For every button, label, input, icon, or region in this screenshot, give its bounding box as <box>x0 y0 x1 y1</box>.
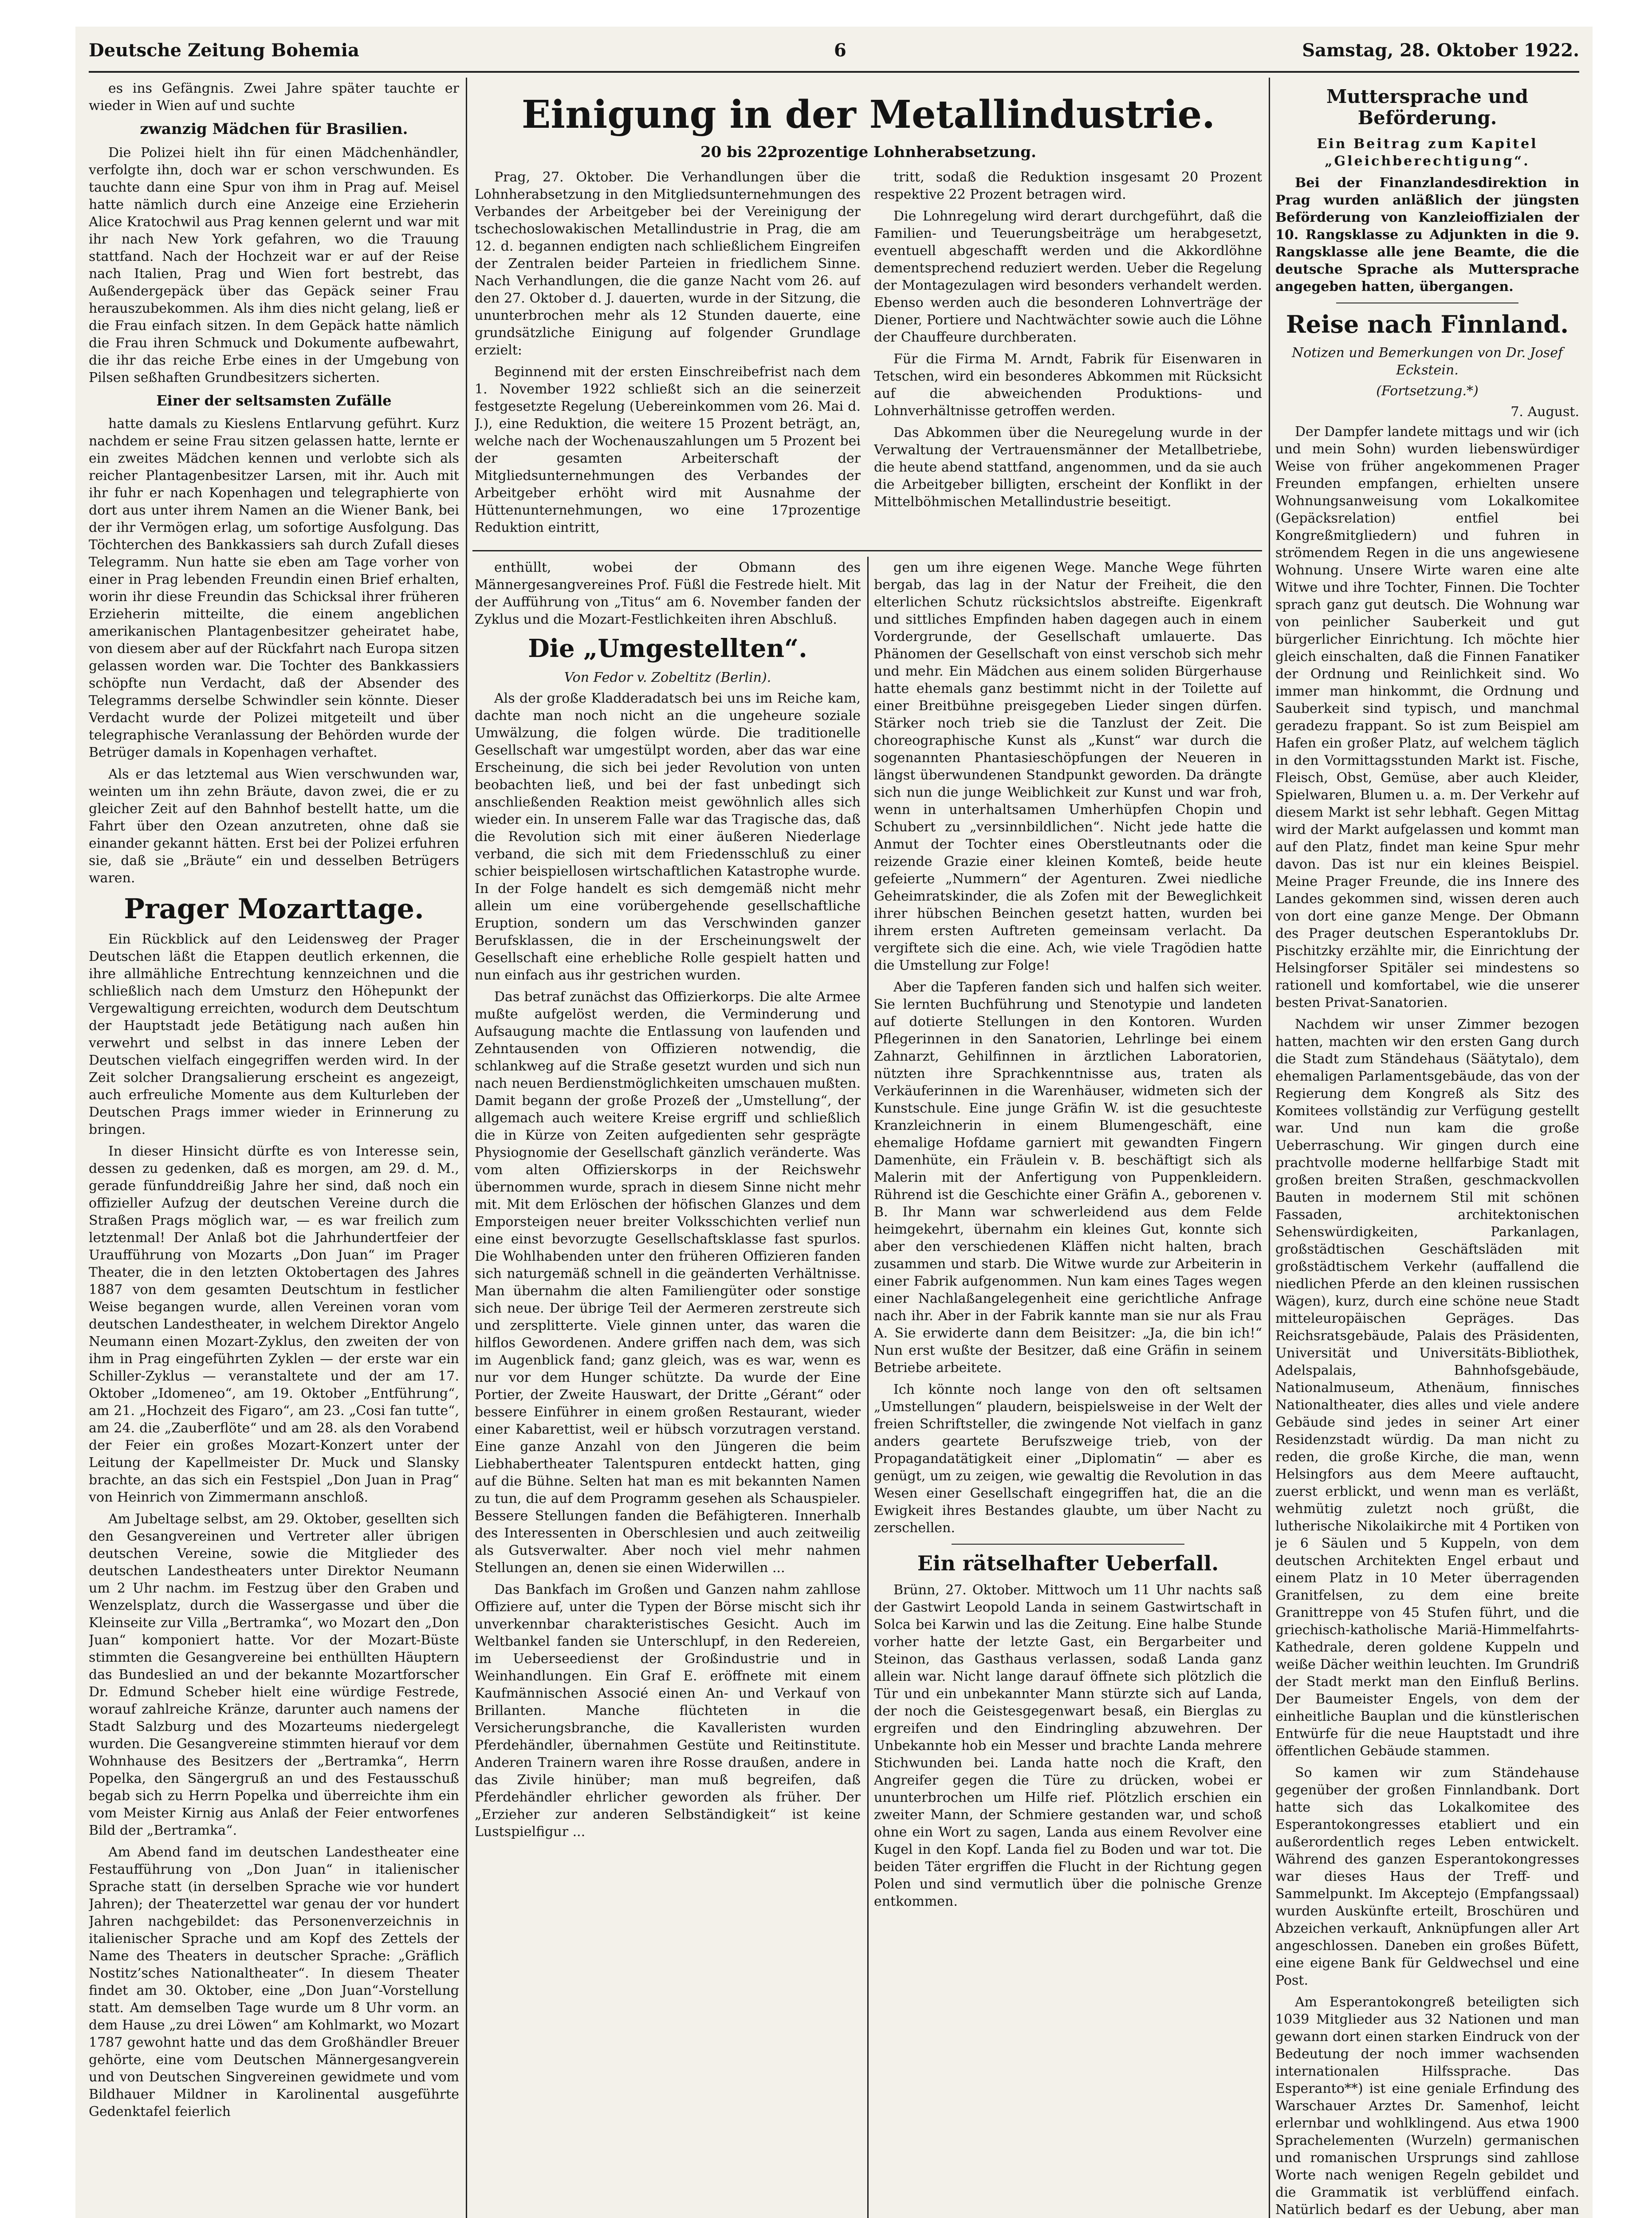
subheading: zwanzig Mädchen für Brasilien. <box>140 120 408 138</box>
article-heading: Prager Mozarttage. <box>124 892 424 925</box>
paragraph: Bei der Finanzlandesdirektion in Prag wurden anläßlich der jüngsten Beförderung von Kanzleioffizialen der 10. Rangsklasse zu Adjunkten in die 9. Rangsklasse alle jene Beamte, die die deutsche Sprache als Muttersprache angegeben hatten, übergangen. <box>1275 175 1579 295</box>
paragraph: hatte damals zu Kieslens Entlarvung geführt. Kurz nachdem er seine Frau sitzen gelassen hatte, lernte er ein zweites Mädchen kennen und verlobte sich als reicher Plantagenbesitzer Larsen, mit ihr. Auch mit ihr fuhr er nach Kopenhagen und telegraphierte von dort aus unter ihrem Namen an die Wiener Bank, bei der ihr Vermögen erlag, um sofortige Ausfolgung. Das Töchterchen des Bankkassiers sah durch Zufall dieses Telegramm. Nun hatte sie eben am Tage vorher von einer in Prag lebenden Freundin einen Brief erhalten, worin ihr diese Freundin das Schicksal ihrer früheren Erzieherin mitteilte, die einem angeblichen amerikanischen Plantagenbesitzer geheiratet habe, von diesem aber auf der Rückfahrt nach Europa sitzen gelassen worden war. Die Tochter des Bankkassiers schöpfte nun Verdacht, daß der Absender des Telegramms derselbe Schwindler sein könnte. Dieser Verdacht wurde der Polizei mitgeteilt und über telegraphische Veranlassung der Behörden wurde der Betrüger damals in Kopenhagen verhaftet. <box>89 416 459 760</box>
paragraph: es ins Gefängnis. Zwei Jahre später tauchte er wieder in Wien auf und suchte <box>89 81 459 114</box>
metal-article-right <box>874 169 1262 546</box>
paragraph: Aber die Tapferen fanden sich und halfen sich weiter. Sie lernten Buchführung und Stenotypie und landeten auf dotierte Stellungen in den Kontoren. Wurden Pflegerinnen in den Sanatorien, Lehrlinge bei einem Zahnarzt, Gehilfinnen in ärztlichen Laboratorien, nützten ihre Sprachkenntnisse aus, traten als Verkäuferinnen in die Warenhäuser, widmeten sich der Kunstschule. Eine junge Gräfin W. ist die gesuchteste Kranzleichnerin in einem Blumengeschäft, eine ehemalige Hofdame garniert mit gewandten Fingern Damenhüte, ein Fräulein v. B. beschäftigt sich als Malerin mit der Anfertigung von Puppenkleidern. Rührend ist die Geschichte einer Gräfin A., geborenen v. B. Ihr Mann war schwerleidend aus dem Felde heimgekehrt, übernahm ein kleines Gut, konnte sich aber den verschiedenen Kläffen nicht halten, brach zusammen und starb. Die Witwe wurde zur Arbeiterin in einer Fabrik aufgenommen. Nun kam eines Tages wegen einer Nachlaßangelegenheit eine gerichtliche Anfrage nach ihr. Aber in der Fabrik kannte man sie nur als Frau A. Sie erwiderte dann dem Beisitzer: „Ja, die bin ich!“ Nun erst wußte der Besitzer, daß eine Gräfin in seinem Betriebe arbeitete. <box>874 979 1262 1376</box>
paragraph: So kamen wir zum Ständehause gegenüber der großen Finnlandbank. Dort hatte sich das Lokalkomitee des Esperantokongresses etabliert und ein außerordentlich reges Leben entwickelt. Während des ganzen Esperantokongresses war dieses Haus der Treff- und Sammelpunkt. Im Akceptejo (Empfangssaal) wurden Auskünfte erteilt, Broschüren und Abzeichen verkauft, Anknüpfungen aller Art angeschlossen. Daneben ein großes Büfett, eine eigene Bank für Geldwechsel und eine Post. <box>1275 1765 1579 1988</box>
article-separator <box>952 1544 1184 1545</box>
column-2b <box>874 559 1262 2218</box>
article-byline: Von Fedor v. Zobeltitz (Berlin). <box>564 670 771 686</box>
paragraph: Prag, 27. Oktober. Die Verhandlungen über die Lohnherabsetzung in den Mitgliedsunternehmungen des Verbandes der Arbeitgeber bei der Vereinigung der tschechoslowakischen Metallindustrie in Prag, die am 12. d. begannen endigten nach schließlichem Eingreifen der Zentralen beider Parteien in friedlichem Sinne. Nach Verhandlungen, die die ganze Nacht vom 26. auf den 27. Oktober d. J. dauerten, wurde in der Sitzung, die ununterbrochen mehr als 12 Stunden dauerte, eine grundsätzliche Einigung auf folgender Grundlage erzielt: <box>475 169 861 358</box>
paragraph: Der Dampfer landete mittags und wir (ich und mein Sohn) wurden liebenswürdiger Weise von früher angekommenen Prager Freunden empfangen, erhielten unsere Wohnungsanweisung vom Lokalkomitee (Gepäcksrelation) entfiel bei Kongreßmitgliedern) und fuhren in strömendem Regen in die uns angewiesene Wohnung. Unsere Wirte waren eine alte Witwe und ihre Tochter, Finnen. Die Tochter sprach ganz gut deutsch. Die Wohnung war von peinlicher Sauberkeit und gut bürgerlicher Einrichtung. Ich möchte hier gleich einschalten, daß die Finnen Fanatiker der Ordnung und Reinlichkeit sind. Wo immer man hinkommt, die Ordnung und Sauberkeit sind typisch, und manchmal geradezu frappant. So ist zum Beispiel am Hafen ein großer Platz, auf welchem täglich in den Vormittagsstunden Markt ist. Fische, Fleisch, Obst, Gemüse, aber auch Kleider, Spielwaren, Blumen u. a. m. Der Verkehr auf diesem Markt ist sehr lebhaft. Gegen Mittag wird der Markt aufgelassen und kommt man auf den Platz, findet man keine Spur mehr davon. Das ist nur ein kleines Beispiel. Meine Prager Freunde, die ins Innere des Landes gekommen sind, wissen deren auch von dort eine ganze Menge. Der Obmann des Prager deutschen Esperantoklubs Dr. Pischitzky erzählte mir, die Einrichtung der Helsingforser Spitäler sei mindestens so rationell und komfortabel, wie die unserer besten Privat-Sanatorien. <box>1275 424 1579 1011</box>
column-2a <box>475 559 861 2218</box>
article-heading: Ein rätselhafter Ueberfall. <box>917 1551 1219 1575</box>
paragraph: Am Jubeltage selbst, am 29. Oktober, gesellten sich den Gesangvereinen und Vertreter aller übrigen deutschen Vereine, sowie die Mitglieder des deutschen Landestheaters unter Direktor Neumann um 2 Uhr nachm. im Festzug über den Graben und Wenzelsplatz, durch die Wassergasse und über die Kleinseite zur Villa „Bertramka“, wo Mozart den „Don Juan“ komponiert hatte. Vor der Mozart-Büste stimmten die Gesangvereine bei enthüllten Häuptern das Bundeslied an und der bekannte Mozartforscher Dr. Edmund Scheber hielt eine würdige Festrede, worauf zahlreiche Kränze, darunter auch namens der Stadt Salzburg und des Mozarteums niedergelegt wurden. Die Gesangvereine stimmten hierauf vor dem Wohnhause des Besitzers der „Bertramka“, Herrn Popelka, den Sängergruß an und des Festausschuß begab sich zu Herrn Popelka und überreichte ihm ein vom Meister Kirnig aus Anlaß der Feier entworfenes Bild der „Bertramka“. <box>89 1511 459 1839</box>
column-divider-2 <box>1269 78 1270 2218</box>
paragraph: In dieser Hinsicht dürfte es von Interesse sein, dessen zu gedenken, daß es morgen, am 29. d. M., gerade fünfunddreißig Jahre her sind, daß noch ein offizieller Aufzug der deutschen Vereine durch die Straßen Prags möglich war, — es war freilich zum letztenmal! Der Anlaß bot die Jahrhundertfeier der Uraufführung von Mozarts „Don Juan“ im Prager Theater, die in den letzten Oktobertagen des Jahres 1887 von dem gesamten Deutschtum in festlicher Weise begangen wurde, allen Vereinen voran vom deutschen Landestheater, in welchem Direktor Angelo Neumann einen Mozart-Zyklus, den zweiten der von ihm in Prag eingeführten Zyklen — der erste war ein Schiller-Zyklus — veranstaltete und der am 17. Oktober „Idomeneo“, am 19. Oktober „Entführung“, am 21. „Hochzeit des Figaro“, am 23. „Cosi fan tutte“, am 24. die „Zauberflöte“ und am 28. als den Vorabend der Feier ein großes Mozart-Konzert unter der Leitung der Kapellmeister Dr. Muck und Slansky brachte, an das sich ein Festspiel „Don Juan in Prag“ von Heinrich von Zimmermann anschloß. <box>89 1144 459 1506</box>
paragraph: Das Bankfach im Großen und Ganzen nahm zahllose Offiziere auf, unter die Typen der Börse mischt sich ihr unverkennbar charakteristisches Gesicht. Auch im Weltbankel fanden sie Unterschlupf, in den Redereien, im Ueberseedienst der Großindustrie und in Weinhandlungen. Ein Graf E. eröffnete mit einem Kaufmännischen Associé einen An- und Verkauf von Brillanten. Manche flüchteten in die Versicherungsbranche, die Kavalleristen wurden Pferdehändler, übernahmen Gestüte und Reitinstitute. Anderen Trainern waren ihre Rosse draußen, andere in das Zivile hinüber; man muß begreifen, daß Pferdehändler ehrlicher geworden als früher. Der „Erzieher zur anderen Selbständigkeit“ ist keine Lustspielfigur ... <box>475 1582 861 1840</box>
paragraph: Brünn, 27. Oktober. Mittwoch um 11 Uhr nachts saß der Gastwirt Leopold Landa in seinem Gastwirtschaft in Solca bei Karwin und las die Zeitung. Eine halbe Stunde vorher hatte der letzte Gast, ein Bergarbeiter und Steinon, das Gasthaus verlassen, sodaß Landa ganz allein war. Nicht lange darauf öffnete sich plötzlich die Tür und ein unbekannter Mann stürzte sich auf Landa, der noch die Geistesgegenwart besaß, ein Bierglas zu ergreifen und den Eindringling abzuwehren. Der Unbekannte hob ein Messer und brachte Landa mehrere Stichwunden bei. Landa hatte noch die Kraft, den Angreifer gegen die Türe zu drücken, wobei er ununterbrochen um Hilfe rief. Plötzlich erschien ein zweiter Mann, der Schmiere gestanden war, und schoß ohne ein Wort zu sagen, Landa aus einem Revolver eine Kugel in den Kopf. Landa fiel zu Boden und war tot. Die beiden Täter ergriffen die Flucht in der Richtung gegen Polen und sind vermutlich über die polnische Grenze entkommen. <box>874 1582 1262 1909</box>
continuation-note: (Fortsetzung.*) <box>1376 383 1479 399</box>
paragraph: enthüllt, wobei der Obmann des Männergesangvereines Prof. Füßl die Festrede hielt. Mit der Aufführung von „Titus“ am 6. November fanden der Zyklus und die Mozart-Festlichkeiten ihren Abschluß. <box>475 560 861 627</box>
column-3 <box>1275 80 1579 2218</box>
subheading: Einer der seltsamsten Zufälle <box>156 392 392 409</box>
paragraph: Für die Firma M. Arndt, Fabrik für Eisenwaren in Tetschen, wird ein besonderes Abkommen mit Rücksicht auf die abweichenden Produktions- und Lohnverhältnisse getroffen werden. <box>874 351 1262 419</box>
paragraph: Nachdem wir unser Zimmer bezogen hatten, machten wir den ersten Gang durch die Stadt zum Ständehaus (Säätytalo), dem ehemaligen Parlamentsgebäude, das von der Regierung dem Kongreß als Sitz des Komitees vollständig zur Verfügung gestellt war. Und nun kam die große Ueberraschung. Wir gingen durch eine prachtvolle moderne hellfarbige Stadt mit großen breiten Straßen, geschmackvollen Bauten in modernem Stil mit schönen Fassaden, architektonischen Sehenswürdigkeiten, Parkanlagen, großstädtischen Geschäftsläden mit großstädtischem Verkehr (auffallend die niedlichen Pferde an den kleinen russischen Wägen), kurz, durch eine schöne neue Stadt mitteleuropäischen Gepräges. Das Reichsratsgebäude, Palais des Präsidenten, Universität und Universitäts-Bibliothek, Adelspalais, Bahnhofsgebäude, Nationalmuseum, Athenäum, finnisches Nationaltheater, dies alles und viele andere Gebäude sind jedes in seiner Art einer Residenzstadt würdig. Da man nicht zu reden, die große Kirche, die man, wenn Helsingfors aus dem Meere auftaucht, zuerst erblickt, und wenn man es verläßt, wehmütig zuletzt noch grüßt, die lutherische Nikolaikirche mit 4 Portiken von je 6 Säulen und 5 Kuppeln, von dem deutschen Architekten Engel erbaut und einem Platz in 10 Meter überragenden Granitfelsen, zu dem eine breite Granittreppe von 45 Stufen führt, und die griechisch-katholische Mariä-Himmelfahrts-Kathedrale, deren goldene Kuppeln und weiße Dächer weithin leuchten. Im Grundriß der Stadt merkt man den Einfluß Berlins. Der Baumeister Engels, von dem der einheitliche Bauplan und die künstlerischen Entwürfe für die neue Hauptstadt und ihre öffentlichen Gebäude stammen. <box>1275 1016 1579 1759</box>
issue-date: Samstag, 28. Oktober 1922. <box>1302 40 1579 61</box>
paragraph: Die Lohnregelung wird derart durchgeführt, daß die Familien- und Teuerungsbeiträge um herabgesetzt, eventuell abgeschafft werden und die Akkordlöhne dementsprechend reduziert werden. Ueber die Regelung der Montagezulagen wird besonders verhandelt werden. Ebenso werden auch die besonderen Lohnverträge der Diener, Portiere und Nachtwächter sowie auch die Löhne der Chauffeure durchberaten. <box>874 208 1262 345</box>
paragraph: Am Esperantokongreß beteiligten sich 1039 Mitglieder aus 32 Nationen und man gewann dort einen starken Eindruck von der Bedeutung der noch immer wachsenden internationalen Hilfssprache. Das Esperanto**) ist eine geniale Erfindung des Warschauer Arztes Dr. Samenhof, leicht erlernbar und wohlklingend. Aus etwa 1900 Sprachelementen (Wurzeln) germanischen und romanischen Ursprungs sind zahllose Worte nach wenigen Regeln gebildet und die Grammatik ist verblüffend einfach. Natürlich bedarf es der Uebung, aber man <box>1275 1994 1579 2218</box>
article-heading: Die „Umgestellten“. <box>528 634 807 663</box>
metal-industry-article-header <box>475 80 1262 165</box>
paragraph: Das betraf zunächst das Offizierkorps. Die alte Armee mußte aufgelöst werden, die Verminderung und Aufsaugung machte die Entlassung von laufenden und Zehntausenden von Offizieren notwendig, die schlankweg auf die Straße gesetzt wurden und sich nun nach neuen Berdienstmöglichkeiten umschauen mußten. Damit begann der große Prozeß der „Umstellung“, der allgemach auch weitere Kreise ergriff und schließlich die in Kürze von Zeiten aufgedienten sehr gesprägte Physiognomie der Gesellschaft gänzlich veränderte. Was vom alten Offizierskorps in der Reichswehr übernommen wurde, sprach in diesem Sinne nicht mehr mit. Mit dem Erlöschen der höfischen Glanzes und dem Emporsteigen neuer breiter Volksschichten verlief nun eine einst bevorzugte Gesellschaftsklasse fast spurlos. Die Wohlhabenden unter den früheren Offizieren fanden sich naturgemäß schnell in die geänderten Verhältnisse. Man übernahm die alten Familiengüter oder sonstige sich neue. Der übrige Teil der Aermeren zerstreute sich und zersplitterte. Viele ginnen unter, das waren die hilflos Gewordenen. Andere griffen nach dem, was sich im Augenblick fand; ganz gleich, was es war, wenn es nur vor dem Hunger schützte. Da wurde der Eine Portier, der Zweite Hauswart, der Dritte „Gérant“ oder bessere Einführer in einem großen Restaurant, wieder einer Kabarettist, weil er hübsch vorzutragen verstand. Eine ganze Anzahl von den Jüngeren die beim Liebhabertheater Talentspuren entdeckt hatten, ging auf die Bühne. Selten hat man es mit bekannten Namen zu tun, die auf dem Programm gesehen als Schauspieler. Bessere Stellungen fanden die Befähigteren. Innerhalb des Interessenten in Oberschlesien und auch zeitweilig als Gutsverwalter. Aber noch viel mehr nahmen Stellungen an, denen sie einen Widerwillen ... <box>475 989 861 1576</box>
article-byline: Notizen und Bemerkungen von Dr. Josef Eckstein. <box>1291 345 1563 378</box>
paragraph: gen um ihre eigenen Wege. Manche Wege führten bergab, das lag in der Natur der Freiheit, die den elterlichen Schutz rücksichtslos abstreifte. Eigenkraft und sittliches Empfinden haben dagegen auch in einem Vordergrunde, der Gesellschaft umlauerte. Das Phänomen der Gesellschaft von einst verschob sich mehr und mehr. Ein Mädchen aus einem soliden Bürgerhause hatte ehemals ganz bestimmt nicht in der Toilette auf einer Breitbühne preisgegeben Lieder singen dürfen. Stärker noch trieb sie die Tanzlust der Zeit. Die choreographische Kunst als „Kunst“ war durch die sogenannten Phantasieschöpfungen der Neueren in längst überwundenen Standpunkt geworden. Da drängte sich nun die junge Weiblichkeit zur Kunst und war froh, wenn in unterhaltsamen Umherhüpfen Chopin und Schubert zu „versinnbildlichen“. Nicht jede hatte die Anmut der Tochter eines Oberstleutnants oder die reizende Grazie einer kleinen Komteß, beide heute gefeierte „Nummern“ der Agenturen. Zwei niedliche Geheimratskinder, die als Zofen mit der Beweglichkeit ihrer hübschen Beinchen gesetzt hatten, wurden bei ihrem ersten Auftreten gemeinsam verlacht. Da vergiftete sich die eine. Ach, wie viele Tragödien hatte die Umstellung zur Folge! <box>874 560 1262 973</box>
dateline: 7. August. <box>1510 404 1579 420</box>
paragraph: Die Polizei hielt ihn für einen Mädchenhändler, verfolgte ihn, doch war er schon verschwunden. Es tauchte dann eine Spur von ihm in Prag auf. Meisel hatte nämlich durch eine Anzeige eine Erzieherin Alice Kratochwil aus Prag kennen gelernt und war mit ihr nach New York gefahren, wo die Trauung stattfand. Nach der Hochzeit war er auf der Reise nach Italien, Prag und Wien fort bestrebt, das Außendergepäck über das Gepäck seiner Frau herauszubekommen. Als ihm dies nicht gelang, ließ er die Frau einfach sitzen. In dem Gepäck hatte nämlich die Frau ihren Schmuck und Dokumente aufbewahrt, die ihr das reiche Erbe eines in der Umgebung von Pilsen seßhaften Grundbesitzers sicherten. <box>89 145 459 386</box>
paragraph: Beginnend mit der ersten Einschreibefrist nach dem 1. November 1922 schließt sich an die seinerzeit festgesetzte Regelung (Uebereinkommen vom 26. Mai d. J.), eine Reduktion, die weitere 15 Prozent beträgt, an, welche nach der Wochenauszahlungen um 5 Prozent bei der gesamten Arbeiterschaft der Mitgliedsunternehmungen des Verbandes der Arbeitgeber erhöht wird mit Ausnahme der Hüttenunternehmungen, wo eine 17prozentige Reduktion eintritt, <box>475 364 861 535</box>
article-rule <box>472 550 1262 551</box>
metal-article-left <box>475 169 861 546</box>
article-headline: Einigung in der Metallindustrie. <box>521 92 1215 137</box>
column-1 <box>89 80 459 2218</box>
article-heading: Reise nach Finnland. <box>1286 310 1569 338</box>
article-subheadline: 20 bis 22prozentige Lohnherabsetzung. <box>700 143 1036 161</box>
column-divider-1 <box>466 78 467 2218</box>
newspaper-page <box>75 27 1593 2218</box>
paragraph: Als er das letztemal aus Wien verschwunden war, weinten um ihn zehn Bräute, davon zwei, die er zu gleicher Zeit auf den Bahnhof bestellt hatte, um die Fahrt über den Ozean anzutreten, ohne daß sie einander gekannt hätten. Erst bei der Polizei erfuhren sie, daß sie „Bräute“ ein und desselben Betrügers waren. <box>89 766 459 886</box>
paragraph: tritt, sodaß die Reduktion insgesamt 20 Prozent respektive 22 Prozent betragen wird. <box>874 169 1262 202</box>
running-header <box>89 35 1579 67</box>
paragraph: Am Abend fand im deutschen Landestheater eine Festaufführung von „Don Juan“ in italienischer Sprache statt (in derselben Sprache wie vor hundert Jahren); der Theaterzettel war genau der vor hundert Jahren nachgebildet: das Personenverzeichnis in italienischer Sprache und am Kopf des Zettels der Name des Theaters in deutscher Sprache: „Gräflich Nostitz’sches Nationaltheater“. In diesem Theater findet am 30. Oktober, eine „Don Juan“-Vorstellung statt. Am demselben Tage wurde um 8 Uhr vorm. an dem Hause „zu drei Löwen“ am Kohlmarkt, wo Mozart 1787 gewohnt hatte und das dem Großhändler Breuer gehörte, eine vom Deutschen Männergesangverein und von Deutschen Singvereinen gewidmete und vom Bildhauer Mildner in Karolinental ausgeführte Gedenktafel feierlich <box>89 1844 459 2120</box>
paragraph: Ein Rückblick auf den Leidensweg der Prager Deutschen läßt die Etappen deutlich erkennen, die ihre allmähliche Entrechtung kennzeichnen und die schließlich nach dem Umsturz den Höhepunkt der Vergewaltigung erreichten, wodurch dem Deutschtum der Hauptstadt jede Betätigung nach außen hin verwehrt und selbst in das innere Leben der Deutschen vielfach eingegriffen werden wird. In der Zeit solcher Drangsalierung erscheint es angezeigt, auch erfreuliche Momente aus dem Kulturleben der Deutschen Prags immer wieder in Erinnerung zu bringen. <box>89 932 459 1138</box>
header-rule <box>89 71 1579 73</box>
paragraph: Als der große Kladderadatsch bei uns im Reiche kam, dachte man noch nicht an die ungeheure soziale Umwälzung, die folgen würde. Die traditionelle Gesellschaft war umgestülpt worden, aber das war eine Erscheinung, die sich bei jeder Revolution von unten beobachten ließ, und bei der fast unbedingt sich anschließenden Reaktion meist gewöhnlich alles sich wieder ein. In unserem Falle war das Tragische das, daß die Revolution sich mit einer äußeren Niederlage verband, die sich mit dem Friedensschluß zu einer schier beispiellosen wirtschaftlichen Katastrophe wurde. In der Folge handelt es sich demgemäß nicht mehr allein um eine vorübergehende gesellschaftliche Eruption, sondern um das Verschwinden ganzer Berufsklassen, die in der Erscheinungswelt der Gesellschaft eine erhebliche Rolle gespielt hatten und nun einfach aus ihr gestrichen wurden. <box>475 691 861 983</box>
article-subheading: Ein Beitrag zum Kapitel „Gleichberechtigung“. <box>1317 136 1538 169</box>
article-heading: Muttersprache und Beförderung. <box>1326 86 1528 129</box>
page-number: 6 <box>834 40 846 61</box>
paragraph: Das Abkommen über die Neuregelung wurde in der Verwaltung der Vertrauensmänner der Metallbetriebe, die heute abend stattfand, angenommen, und da sie auch die Arbeitgeber billigten, erscheint der Konflikt in der Mittelböhmischen Metallindustrie beseitigt. <box>874 425 1262 510</box>
paragraph: Ich könnte noch lange von den oft seltsamen „Umstellungen“ plaudern, beispielsweise in der Welt der freien Schriftsteller, die zwingende Not vielfach in ganz anders geartete Berufszweige trieb, von der Propagandatätigkeit einer „Diplomatin“ — aber es genügt, um zu zeigen, wie gewaltig die Revolution in das Wesen einer Gesellschaft eingegriffen hat, die an die Ewigkeit ihres Bestandes glaubte, um über Nacht zu zerschellen. <box>874 1382 1262 1536</box>
masthead-title: Deutsche Zeitung Bohemia <box>89 40 359 61</box>
column-divider-middle <box>867 557 869 2218</box>
